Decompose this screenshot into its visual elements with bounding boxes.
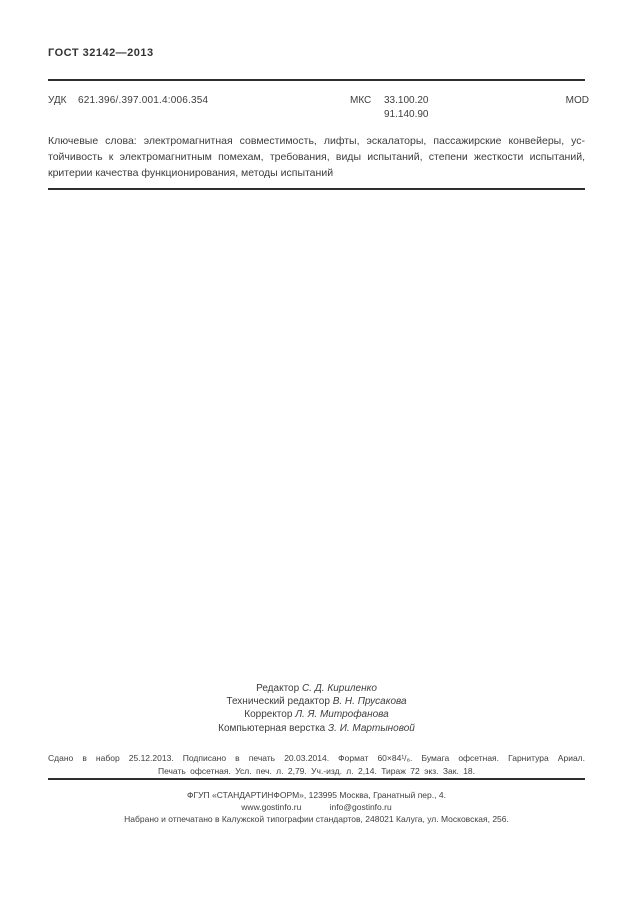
credit-line-layout — [48, 722, 585, 735]
publisher-email-text: info@gostinfo.ru — [329, 802, 392, 813]
credit-role: Корректор — [244, 709, 293, 721]
publisher-contacts — [48, 801, 585, 813]
credits-block — [48, 682, 585, 735]
credit-role: Компьютерная верстка — [218, 722, 326, 734]
credit-line-technical-editor — [48, 695, 585, 708]
horizontal-rule-publisher — [48, 778, 585, 780]
printing-house-line: Набрано и отпечатано в Калужской типографии стандартов, 248021 Калуга, ул. Московская, 256. — [124, 814, 509, 825]
keywords-paragraph — [48, 133, 585, 181]
keywords-line: критерии качества функционирования, методы испытаний — [48, 167, 334, 179]
horizontal-rule-top — [48, 79, 585, 81]
credit-role: Редактор — [256, 683, 300, 694]
doc-number-header: ГОСТ 32142—2013 — [48, 47, 154, 59]
imprint-print-line: Печать офсетная. Усл. печ. л. 2,79. Уч.-изд. л. 2,14. Тираж 72 экз. Зак. 18. — [157, 766, 476, 776]
keywords-line: Ключевые слова: электромагнитная совместимость, лифты, эскалаторы, пассажирские конвейеры, ус- — [48, 135, 585, 147]
credit-line-editor — [48, 682, 585, 695]
credit-name: В. Н. Прусакова — [332, 696, 407, 708]
credit-line-proofreader — [48, 708, 585, 721]
credit-name: З. И. Мартыновой — [328, 722, 415, 734]
page-content — [48, 0, 589, 913]
credit-role: Технический редактор — [226, 696, 330, 708]
adoption-code: MOD — [565, 95, 589, 106]
imprint-typeset-line: Сдано в набор 25.12.2013. Подписано в печать 20.03.2014. Формат 60×84¹/₈. Бумага офсетная. Гарнитура Ариал. — [48, 753, 585, 763]
imprint-block — [48, 752, 585, 778]
mks-code-1: 33.100.20 — [384, 95, 429, 106]
mks-label: МКС — [350, 95, 372, 106]
publisher-address: ФГУП «СТАНДАРТИНФОРМ», 123995 Москва, Гранатный пер., 4. — [187, 790, 446, 800]
keywords-line: тойчивость к электромагнитным помехам, требования, виды испытаний, степени жесткости испытаний, — [48, 151, 585, 163]
credit-name: Л. Я. Митрофанова — [295, 709, 389, 721]
mks-code-2: 91.140.90 — [384, 109, 429, 120]
publisher-block — [48, 789, 585, 826]
horizontal-rule-keywords — [48, 188, 585, 190]
udk-value: 621.396/.397.001.4:006.354 — [78, 95, 209, 106]
udk-label: УДК — [48, 95, 67, 106]
mks-codes — [384, 94, 429, 122]
publisher-website-text: www.gostinfo.ru — [241, 802, 302, 813]
credit-name: С. Д. Кириленко — [301, 683, 377, 694]
